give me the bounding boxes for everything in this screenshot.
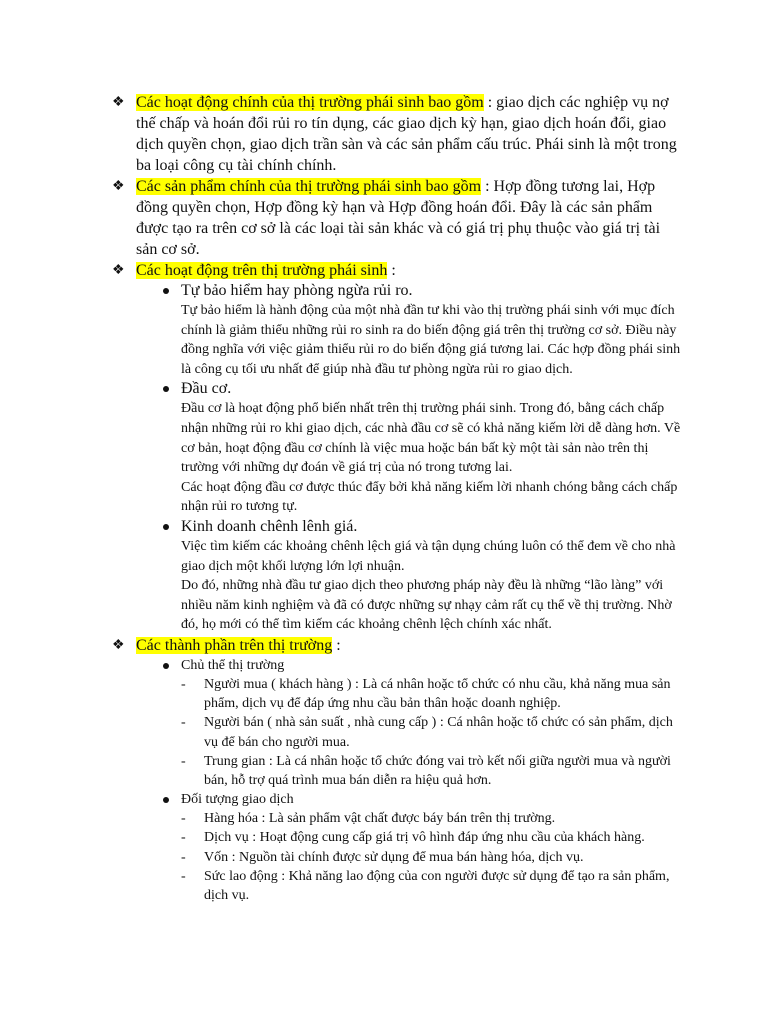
bullet-paragraph: Tự bảo hiểm là hành động của một nhà đần tư khi vào thị trường phái sinh với mục đích chính là giảm thiểu những rủi ro sinh ra do biến động giá trên thị trường cơ sở. Điều này đồng nghĩa với việc giảm thiểu rủi ro do biến động giá tương lai. Các hợp đồng phái sinh là công cụ tối ưu nhất để giúp nhà đầu tư phòng ngừa rủi ro giao dịch. xyxy=(181,303,681,377)
diamond-bullet-icon: ❖ xyxy=(112,179,125,194)
list-item xyxy=(112,752,682,790)
activity-list xyxy=(112,281,682,635)
list-item xyxy=(112,675,682,713)
dash-marker-icon: - xyxy=(181,715,186,731)
bullet-title: Chủ thể thị trường xyxy=(181,657,285,673)
bullet-dot-icon xyxy=(163,386,169,392)
bullet-title: Đối tượng giao dịch xyxy=(181,792,294,808)
bullet-paragraph: Do đó, những nhà đầu tư giao dịch theo phương pháp này đều là những “lão làng” với nhiều năm kinh nghiệm và đã có được những sự nhạy cảm rất cụ thể về thị trường. Nhờ đó, họ mới có thể tìm kiếm các khoảng chênh lệch chính xác nhất. xyxy=(181,578,672,633)
section-text: : xyxy=(387,262,396,279)
bullet-dot-icon xyxy=(163,663,169,669)
component-list xyxy=(112,656,682,675)
list-item xyxy=(112,790,682,809)
dash-text: Vốn : Nguồn tài chính được sử dụng để mua bán hàng hóa, dịch vụ. xyxy=(204,849,584,865)
bullet-dot-icon xyxy=(163,797,169,803)
list-item xyxy=(112,656,682,675)
bullet-dot-icon xyxy=(163,288,169,294)
dash-marker-icon: - xyxy=(181,753,186,769)
dash-marker-icon: - xyxy=(181,811,186,827)
dash-marker-icon: - xyxy=(181,676,186,692)
list-item xyxy=(112,517,682,635)
bullet-paragraph: Đầu cơ là hoạt động phổ biến nhất trên thị trường phái sinh. Trong đó, bằng cách chấp nhận những rủi ro khi giao dịch, các nhà đầu cơ sẽ có khả năng kiếm lời dễ dàng hơn. Về cơ bản, hoạt động đầu cơ chính là việc mua hoặc bán bất kỳ một tài sản nào trên thị trường với những dự đoán về giá trị của nó trong tương lai. xyxy=(181,401,681,476)
section-heading: Các hoạt động trên thị trường phái sinh xyxy=(136,262,388,279)
bullet-title: Tự bảo hiểm hay phòng ngừa rủi ro. xyxy=(181,282,413,299)
document-content xyxy=(112,92,682,905)
bullet-paragraph: Các hoạt động đầu cơ được thúc đẩy bởi khả năng kiếm lời nhanh chóng bằng cách chấp nhận rủi ro tương tự. xyxy=(181,479,678,515)
bullet-title: Kinh doanh chênh lênh giá. xyxy=(181,517,358,535)
dash-text: Người bán ( nhà sản suất , nhà cung cấp ) : Cá nhân hoặc tổ chức có sản phẩm, dịch vụ để bán cho người mua. xyxy=(204,715,673,750)
dash-marker-icon: - xyxy=(181,830,186,846)
section-main-activities xyxy=(112,92,682,176)
list-item xyxy=(112,809,682,828)
list-item xyxy=(112,867,682,905)
section-text: : xyxy=(332,636,341,654)
list-item xyxy=(112,828,682,847)
dash-text: Trung gian : Là cá nhân hoặc tổ chức đóng vai trò kết nối giữa người mua và người bán, hỗ trợ quá trình mua bán diễn ra hiệu quả hơn. xyxy=(204,753,671,788)
section-market-components xyxy=(112,635,682,656)
dash-marker-icon: - xyxy=(181,849,186,865)
component-list-2 xyxy=(112,790,682,809)
market-subject-list xyxy=(112,675,682,790)
dash-marker-icon: - xyxy=(181,868,186,884)
section-heading: Các sản phẩm chính của thị trường phái sinh bao gồm xyxy=(136,178,482,195)
diamond-bullet-icon: ❖ xyxy=(112,263,125,278)
diamond-bullet-icon: ❖ xyxy=(112,95,125,110)
bullet-title: Đầu cơ. xyxy=(181,380,232,398)
section-main-products xyxy=(112,176,682,260)
bullet-paragraph: Việc tìm kiếm các khoảng chênh lệch giá và tận dụng chúng luôn có thể đem về cho nhà giao dịch một khối lượng lớn lợi nhuận. xyxy=(181,538,676,574)
section-market-activities xyxy=(112,260,682,281)
section-text: : giao dịch các nghiệp vụ nợ thế chấp và hoán đổi rủi ro tín dụng, các giao dịch kỳ hạn, giao dịch hoán đổi, giao dịch quyền chọn, giao dịch trần sàn và các sản phẩm cấu trúc. Phái sinh là một trong ba loại công cụ tài chính chính. xyxy=(136,94,677,174)
dash-text: Dịch vụ : Hoạt động cung cấp giá trị vô hình đáp ứng nhu cầu của khách hàng. xyxy=(204,830,645,846)
dash-text: Người mua ( khách hàng ) : Là cá nhân hoặc tổ chức có nhu cầu, khả năng mua sản phẩm, dịch vụ để đáp ứng nhu cầu bản thân hoặc doanh nghiệp. xyxy=(204,676,671,712)
trade-object-list xyxy=(112,809,682,905)
bullet-dot-icon xyxy=(163,524,169,530)
section-text: : Hợp đồng tương lai, Hợp đồng quyền chọn, Hợp đồng kỳ hạn và Hợp đồng hoán đổi. Đây là các sản phẩm được tạo ra trên cơ sở là các loại tài sản khác và có giá trị phụ thuộc vào giá trị tài sản cơ sở. xyxy=(136,178,661,258)
section-heading: Các thành phần trên thị trường xyxy=(136,636,333,654)
diamond-bullet-icon: ❖ xyxy=(112,637,125,653)
dash-text: Sức lao động : Khả năng lao động của con người được sử dụng để tạo ra sản phẩm, dịch vụ. xyxy=(204,868,670,903)
list-item xyxy=(112,379,682,517)
list-item xyxy=(112,848,682,867)
dash-text: Hàng hóa : Là sản phẩm vật chất được báy bán trên thị trường. xyxy=(204,811,556,827)
list-item xyxy=(112,281,682,379)
list-item xyxy=(112,713,682,751)
section-heading: Các hoạt động chính của thị trường phái sinh bao gồm xyxy=(136,94,484,111)
